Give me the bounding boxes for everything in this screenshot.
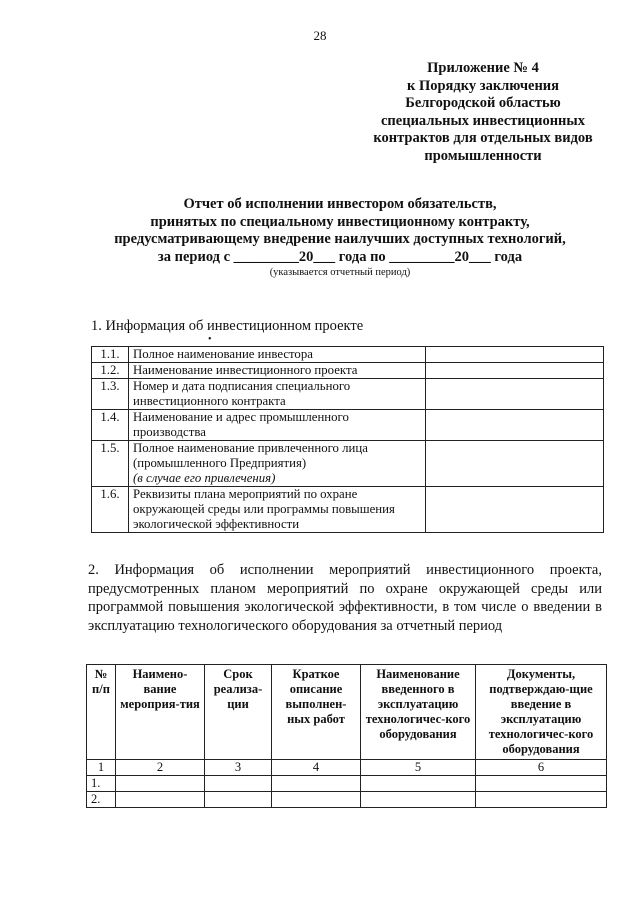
header-row [87,665,607,760]
table-cell [272,776,361,792]
table-row [92,410,604,441]
column-number: 6 [476,760,607,776]
appendix-line: к Порядку заключения [406,77,560,94]
table-cell [361,792,476,808]
column-header: Срок реализа-ции [205,665,272,760]
table-row [92,379,604,410]
table-row [92,347,604,363]
row-number: 1.2. [92,363,129,379]
row-value [426,379,604,410]
row-number: 1.1. [92,347,129,363]
column-number-row [87,760,607,776]
row-note: (в случае его привлечения) [133,471,276,485]
appendix-line: Приложение № 4 [427,60,539,76]
appendix-line: контрактов для отдельных видов [373,130,593,146]
appendix-line: промышленности [424,147,542,164]
table-cell [205,792,272,808]
table-row [92,363,604,379]
table-cell [205,776,272,792]
report-title [60,196,620,279]
measures-table [86,664,607,808]
row-label-text: Полное наименование привлеченного лица (промышленного Предприятия) [133,441,368,470]
section1-title: 1. Информация об инвестиционном проекте [91,318,364,334]
row-value [426,487,604,533]
row-label [129,441,426,487]
row-value [426,347,604,363]
column-number: 1 [87,760,116,776]
row-label: Номер и дата подписания специального инвестиционного контракта [129,379,426,410]
appendix-line: специальных инвестиционных [381,112,585,129]
appendix-line: Белгородской областью [405,95,561,111]
column-number: 4 [272,760,361,776]
report-title-line: Отчет об исполнении инвестором обязательств, [183,196,497,212]
row-label: Наименование инвестиционного проекта [129,363,426,379]
row-value [426,410,604,441]
stray-mark: • [208,334,212,345]
table-cell [361,776,476,792]
column-header: Документы, подтверждаю-щие введение в эксплуатацию технологичес-кого оборудования [476,665,607,760]
row-number: 1.3. [92,379,129,410]
table-row [87,776,607,792]
page-number: 28 [313,28,327,43]
row-value [426,363,604,379]
table-row [92,441,604,487]
column-header: Наимено-вание мероприя-тия [116,665,205,760]
table-cell [476,792,607,808]
report-title-line: за период с _________20___ года по _________20___ года [157,248,523,265]
row-value [426,441,604,487]
column-number: 3 [205,760,272,776]
table-cell [476,776,607,792]
row-number: 1.4. [92,410,129,441]
section2-text: 2. Информация об исполнении мероприятий инвестиционного проекта, предусмотренных планом мероприятий по охране окружающей среды или программой повышения экологической эффективности, в том числе о введении в эксплуатацию технологического оборудования за отчетный период [88,562,602,634]
row-number: 2. [87,792,116,808]
table-cell [116,776,205,792]
project-info-table [91,346,604,533]
column-number: 5 [361,760,476,776]
row-number: 1. [87,776,116,792]
appendix-header [348,60,618,165]
column-number: 2 [116,760,205,776]
table-row [92,487,604,533]
table-cell [116,792,205,808]
row-label: Реквизиты плана мероприятий по охране окружающей среды или программы повышения экологической эффективности [129,487,426,533]
row-label: Наименование и адрес промышленного производства [129,410,426,441]
report-title-line: предусматривающему внедрение наилучших доступных технологий, [114,231,566,247]
table-cell [272,792,361,808]
table-row [87,792,607,808]
row-number: 1.5. [92,441,129,487]
report-title-line: принятых по специальному инвестиционному контракту, [150,213,530,230]
row-number: 1.6. [92,487,129,533]
column-header: Краткое описание выполнен-ных работ [272,665,361,760]
period-note: (указывается отчетный период) [269,267,411,278]
column-header: № п/п [87,665,116,760]
row-label: Полное наименование инвестора [129,347,426,363]
column-header: Наименование введенного в эксплуатацию технологичес-кого оборудования [361,665,476,760]
